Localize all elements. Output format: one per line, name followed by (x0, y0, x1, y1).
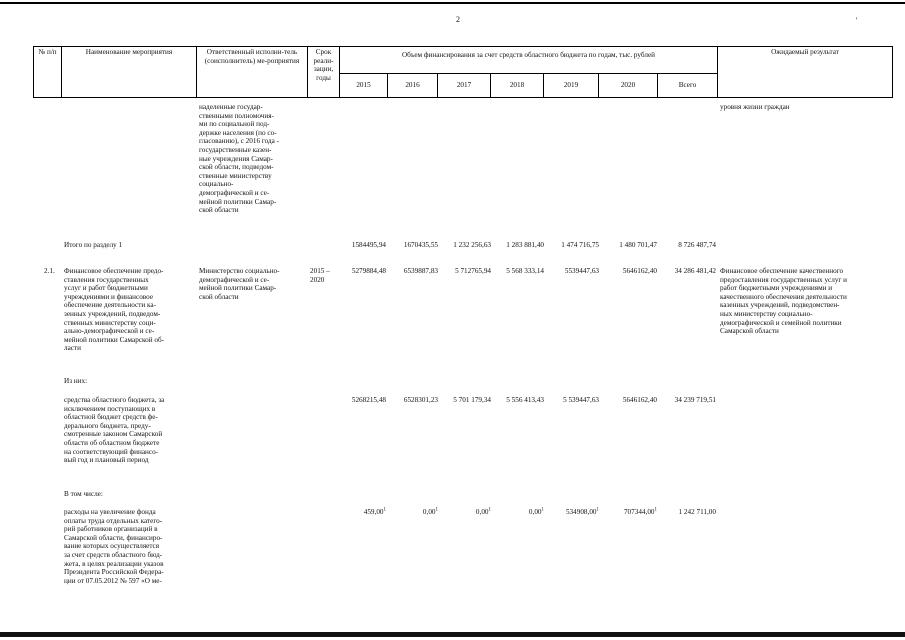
salary-2016: 0,00$^1$ (422, 507, 438, 516)
row-2-1-2020: 5646162,40 (622, 267, 657, 275)
salary-2020: 707344,00$^1$ (623, 507, 657, 516)
salary-2019: 534908,00$^1$ (565, 507, 599, 516)
total-2019: 1 474 716,75 (561, 241, 599, 249)
row-2-1-total: 34 286 481,42 (674, 267, 716, 275)
header-col-number: № п/п (33, 46, 62, 98)
row-2-1-result: Финансовое обеспечение качественного предоставления государственных услуг и работ бюджетными учреждениями и качественного обеспечения деятельности казенных учреждений, подведомствен- ных министерству социально- демографической и семейной политики Самарской области (720, 267, 848, 336)
row-2-1-2017: 5 712765,94 (455, 267, 491, 275)
header-year-total: Всего (658, 74, 718, 98)
salary-2015: 459,00$^1$ (363, 507, 386, 516)
scan-mark: ' (856, 16, 858, 25)
regional-2020: 5646162,40 (622, 396, 657, 404)
regional-funds-text: средства областного бюджета, за исключением поступающих в областной бюджет средств фе- дерального бюджета, преду- смотренные законом Самарской области об областном бюджете на соответствующий финансо- вый год и плановый период (64, 396, 165, 465)
total-2015: 1584495,94 (351, 241, 386, 249)
total-2017: 1 232 256,63 (453, 241, 491, 249)
row-2-1-2018: 5 568 333,14 (506, 267, 544, 275)
page-number: 2 (456, 15, 460, 24)
bottom-border-line (0, 632, 905, 637)
salary-2017: 0,00$^1$ (475, 507, 491, 516)
header-col-term: Срок реали-зации, годы (308, 46, 340, 98)
header-col-result: Ожидаемый результат (718, 46, 893, 98)
salary-total: 1 242 711,00 (678, 508, 716, 516)
total-2018: 1 283 881,40 (506, 241, 544, 249)
header-year-2016: 2016 (388, 74, 438, 98)
salary-2018: 0,00$^1$ (528, 507, 544, 516)
regional-2016: 6528301,23 (403, 396, 438, 404)
row-number: 2.1. (44, 267, 55, 275)
total-2020: 1 480 701,47 (619, 241, 657, 249)
continued-responsible-text: наделенные государ- ственными полномочия- ми по социальной под- держке населения (по со- гласованию), с 2016 года - государственные казен- ные учреждения Самар- ской области, подведом- ственные министерству социально- демографической и се- мейной политики Самар- ской области (199, 103, 280, 215)
total-row-label: Итого по разделу 1 (64, 241, 123, 249)
regional-2015: 5268215,48 (351, 396, 386, 404)
row-2-1-2015: 5279884,48 (351, 267, 386, 275)
header-year-2020: 2020 (599, 74, 658, 98)
row-2-1-2016: 6539887,83 (403, 267, 438, 275)
header-col-financing: Объем финансирования за счет средств областного бюджета по годам, тыс. рублей (340, 46, 718, 74)
regional-total: 34 239 719,51 (674, 396, 716, 404)
of-them-label: Из них: (64, 377, 88, 385)
header-year-2018: 2018 (491, 74, 544, 98)
total-2016: 1670435,55 (403, 241, 438, 249)
row-2-1-name: Финансовое обеспечение предо- ставления государственных услуг и работ бюджетными учреждениями и финансовое обеспечение деятельности ка- зенных учреждений, подведом- ственных министерству соци- ально-демографической и се- мейной политики Самарской об- ласти (64, 267, 165, 353)
including-label: В том числе: (64, 490, 103, 498)
scan-mark: . (884, 40, 886, 49)
header-year-2017: 2017 (438, 74, 491, 98)
header-col-name: Наименование мероприятия (62, 46, 197, 98)
regional-2017: 5 701 179,34 (453, 396, 491, 404)
regional-2018: 5 556 413,43 (506, 396, 544, 404)
row-2-1-2019: 5539447,63 (564, 267, 599, 275)
row-2-1-term: 2015 – 2020 (310, 267, 330, 284)
salary-fund-text: расходы на увеличение фонда оплаты труда отдельных катего- рий работников организаций в Самарской области, финансиро- вание которых осуществляется за счет средств областного бюд- жета, в целях реализации указов Президента Российской Федера- ции от 07.05.2012 № 597 «О ме- (64, 508, 164, 585)
header-col-responsible: Ответственный исполни-тель (соисполнитель) ме-роприятия (197, 46, 308, 98)
top-border-line (0, 2, 905, 4)
continued-result-text: уровня жизни граждан (720, 103, 790, 111)
row-2-1-responsible: Министерство социально- демографической и се- мейной политики Самар- ской области (199, 267, 280, 301)
header-year-2019: 2019 (544, 74, 599, 98)
total-all: 8 726 487,74 (678, 241, 716, 249)
regional-2019: 5 539447,63 (563, 396, 599, 404)
header-year-2015: 2015 (340, 74, 388, 98)
